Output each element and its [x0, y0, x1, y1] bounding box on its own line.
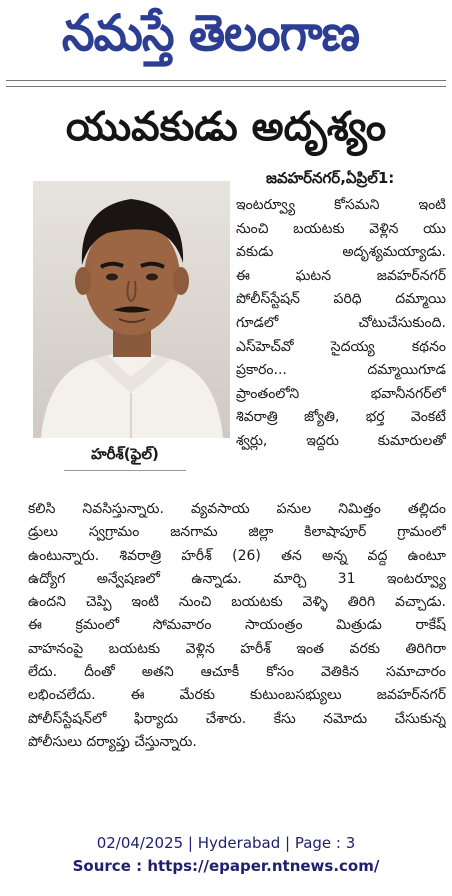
- footer-date-page: 02/04/2025 | Hyderabad | Page : 3: [96, 834, 356, 852]
- portrait-illustration: [33, 181, 230, 438]
- article-line: ఇంటర్వ్యూ కోసమని ఇంటి: [236, 197, 446, 213]
- article-line: పోలీస్‌స్టేషన్‌లో ఫిర్యాదు చేశారు. కేసు నమోదు చేసుకున్న: [28, 710, 446, 727]
- masthead-rule: [6, 80, 446, 81]
- article-line: లేదు. దీంతో అతని ఆచూకీ కోసం వెతికిన సమాచారం: [28, 664, 446, 681]
- article-line: కలిసి నివసిస్తున్నారు. వ్యవసాయ పనుల నిమిత్తం తల్లిదం: [28, 501, 446, 517]
- article-line: ఉద్యోగ అన్వేషణలో ఉన్నాడు. మార్చి 31 ఇంటర్వ్యూ: [28, 570, 446, 587]
- dateline: జవహర్‌నగర్,ఏప్రిల్1:: [266, 169, 395, 187]
- portrait-photo: [33, 181, 230, 438]
- article-line: ఈ క్రమంలో సోమవారం సాయంత్రం మిత్రుడు రాకేష్: [28, 617, 446, 634]
- article-line: ఎస్‌హెచ్‌వో సైదయ్య కథనం: [236, 338, 446, 355]
- article-line: పోలీసులు దర్యాప్తు చేస్తున్నారు.: [28, 733, 197, 750]
- article-column-narrow: [236, 194, 446, 454]
- photo-caption: హరీశ్(ఫైల్): [91, 445, 159, 463]
- article-line: లభించలేదు. ఈ మేరకు కుటుంబసభ్యులు జవహర్‌నగర్: [28, 687, 446, 704]
- article-line: శ్వర్లు, ఇద్దరు కుమారులతో: [236, 432, 446, 449]
- article-line: ప్రాంతంలోని భవానీనగర్‌లో: [236, 385, 446, 402]
- article-line: శివరాత్రి జ్యోతి, భర్త వెంకటే: [236, 409, 446, 426]
- article-line: గూడలో చోటుచేసుకుంది.: [236, 314, 446, 331]
- article-line: డ్రులు స్వగ్రామం జనగామ జిల్లా కిలాషాపూర్ గ్రామంలో: [28, 524, 446, 541]
- masthead-title: నమస్తే తెలంగాణ: [61, 3, 360, 62]
- article-line: వాహనంపై బయటకు వెళ్లిన హరీశ్ ఇంత వరకు తిరిగిరా: [28, 640, 446, 657]
- article-line: వకుడు అదృశ్యమయ్యాడు.: [236, 244, 446, 261]
- article-line: ప్రకారం... దమ్మాయిగూడ: [236, 362, 446, 379]
- article-line: ఉందని చెప్పి ఇంటి నుంచి బయటకు వెళ్ళి తిరిగి వచ్చాడు.: [28, 594, 446, 611]
- article-line: ఈ ఘటన జవహర్‌నగర్: [236, 267, 446, 284]
- article-line: ఉంటున్నారు. శివరాత్రి హరీశ్ (26) తన అన్న వద్ద ఉంటూ: [28, 547, 446, 564]
- caption-rule: [64, 470, 186, 471]
- article-line: నుంచి బయటకు వెళ్లిన యు: [236, 220, 446, 237]
- article-column-wide: [28, 498, 446, 754]
- article-line: పోలీస్‌స్టేషన్ పరిధి దమ్మాయి: [236, 291, 446, 308]
- footer-source-link[interactable]: Source : https://epaper.ntnews.com/: [72, 857, 380, 875]
- article-headline: యువకుడు అదృశ్యం: [65, 104, 387, 150]
- masthead-rule-thin: [6, 86, 446, 87]
